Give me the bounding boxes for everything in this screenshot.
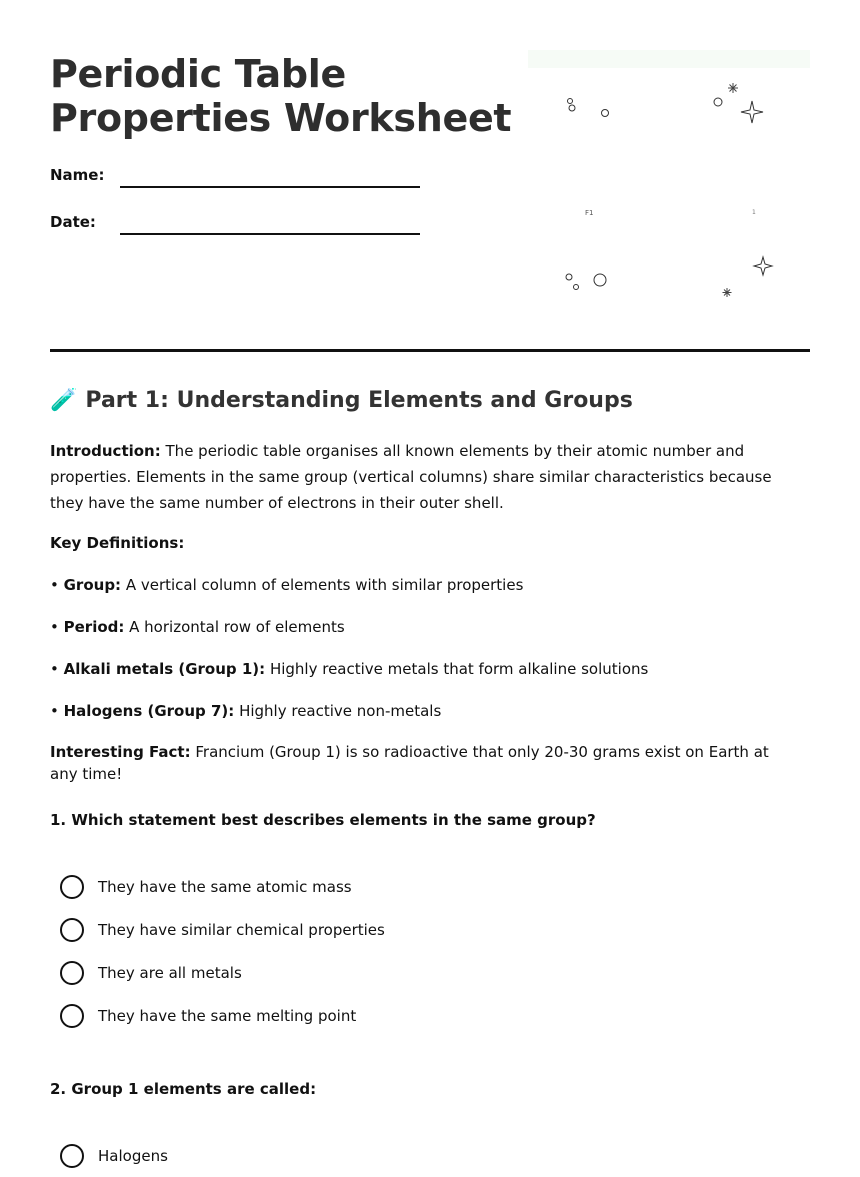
answer-option-label: They have similar chemical properties: [98, 920, 385, 939]
introduction: [50, 438, 800, 516]
radio-button[interactable]: [60, 875, 84, 899]
date-label: Date:: [50, 213, 96, 231]
part1-heading-text: Part 1: Understanding Elements and Groups: [85, 388, 633, 413]
part1-heading: [50, 388, 633, 413]
answer-option[interactable]: [50, 908, 800, 951]
title-line-1: Periodic Table: [50, 52, 346, 96]
sparkle-icon: [754, 257, 772, 275]
answer-option[interactable]: [50, 865, 800, 908]
radio-button[interactable]: [60, 961, 84, 985]
definition-item: • Period: A horizontal row of elements: [50, 618, 345, 636]
definition-term: Halogens (Group 7):: [63, 702, 235, 720]
introduction-label: Introduction:: [50, 442, 161, 460]
date-field[interactable]: [120, 233, 420, 235]
sparkle-icon: [723, 288, 732, 297]
decoration-band: [528, 50, 810, 68]
definition-text: Highly reactive non-metals: [234, 702, 442, 720]
question-2-options: [50, 1134, 800, 1177]
decoration-label-a: F1: [585, 209, 594, 217]
worksheet-title: [50, 52, 511, 140]
definition-text: Highly reactive metals that form alkaline solutions: [265, 660, 649, 678]
bubble-icon: [574, 285, 579, 290]
answer-option-label: They have the same melting point: [98, 1006, 357, 1025]
question-1-prompt: 1. Which statement best describes elements in the same group?: [50, 811, 596, 829]
question-1-options: [50, 865, 800, 1037]
answer-option-label: Halogens: [98, 1146, 168, 1165]
answer-option[interactable]: [50, 1134, 800, 1177]
test-tube-icon: 🧪: [50, 388, 78, 413]
title-line-2: Properties Worksheet: [50, 96, 512, 140]
bubble-icon: [714, 98, 722, 106]
radio-button[interactable]: [60, 1004, 84, 1028]
radio-button[interactable]: [60, 1144, 84, 1168]
definition-term: Alkali metals (Group 1):: [63, 660, 266, 678]
definition-term: Group:: [63, 576, 122, 594]
interesting-fact: [50, 741, 800, 785]
name-field[interactable]: [120, 186, 420, 188]
definition-text: A vertical column of elements with similar properties: [121, 576, 524, 594]
key-definitions-label: Key Definitions:: [50, 534, 185, 552]
question-2-prompt: 2. Group 1 elements are called:: [50, 1080, 317, 1098]
bubble-icon: [594, 274, 606, 286]
answer-option[interactable]: [50, 951, 800, 994]
fact-label: Interesting Fact:: [50, 743, 191, 761]
bubble-icon: [602, 110, 609, 117]
name-label: Name:: [50, 166, 105, 184]
bubble-icon: [568, 99, 573, 104]
answer-option-label: They have the same atomic mass: [98, 877, 352, 896]
bubble-icon: [569, 105, 575, 111]
decorative-science-illustration: [528, 50, 810, 310]
bubble-icon: [566, 274, 572, 280]
definition-text: A horizontal row of elements: [124, 618, 345, 636]
definition-item: • Alkali metals (Group 1): Highly reactive metals that form alkaline solutions: [50, 660, 649, 678]
section-divider: [50, 349, 810, 352]
decoration-label-b: 1: [752, 209, 756, 216]
introduction-text: The periodic table organises all known elements by their atomic number and properties. Elements in the same group (vertical columns) share similar characteristics because they have the same number of electrons in their outer shell.: [50, 442, 772, 512]
radio-button[interactable]: [60, 918, 84, 942]
sparkle-icon: [741, 101, 763, 123]
part1-content: [50, 438, 800, 1177]
answer-option-label: They are all metals: [98, 963, 242, 982]
definition-item: • Group: A vertical column of elements with similar properties: [50, 576, 524, 594]
sparkle-icon: [728, 83, 738, 93]
answer-option[interactable]: [50, 994, 800, 1037]
definition-term: Period:: [63, 618, 125, 636]
definition-item: • Halogens (Group 7): Highly reactive non-metals: [50, 702, 442, 720]
fact-text: Francium (Group 1) is so radioactive that only 20-30 grams exist on Earth at any time!: [50, 743, 769, 783]
